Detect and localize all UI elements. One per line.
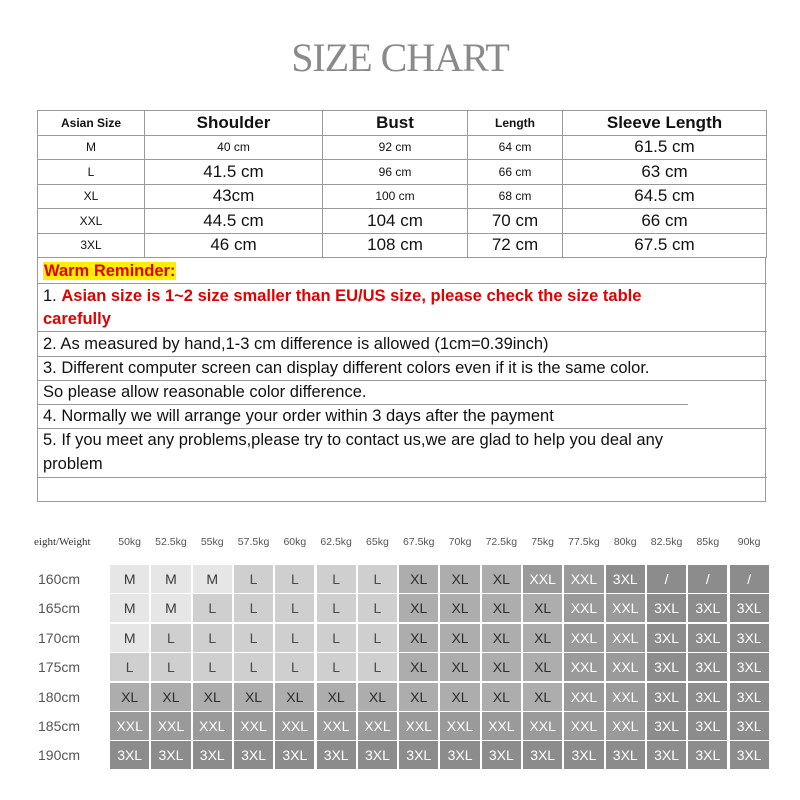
header-shoulder: Shoulder xyxy=(145,111,323,136)
size-grid-cell: / xyxy=(647,565,686,593)
size-grid-cell: L xyxy=(234,565,273,593)
size-grid-cell: XL xyxy=(523,653,562,681)
length-cell: 64 cm xyxy=(468,135,563,160)
size-grid-cell: XXL xyxy=(564,712,603,740)
size-grid-cell: L xyxy=(151,624,190,652)
size-grid-cell: L xyxy=(358,565,397,593)
height-weight-corner-label: eight/Weight xyxy=(34,536,91,548)
size-grid-cell: XXL xyxy=(564,653,603,681)
size-grid-cell: 3XL xyxy=(647,683,686,711)
weight-header: 80kg xyxy=(613,536,637,548)
size-grid-cell: L xyxy=(193,594,232,622)
reminder-item-3-cont: So please allow reasonable color difference. xyxy=(43,383,367,401)
size-grid-cell: L xyxy=(317,565,356,593)
height-label: 175cm xyxy=(38,659,81,676)
size-grid-cell: L xyxy=(275,594,314,622)
weight-header: 67.5kg xyxy=(402,536,435,548)
bust-cell: 100 cm xyxy=(323,184,468,209)
size-grid-cell: 3XL xyxy=(688,624,727,652)
size-table-header xyxy=(38,111,767,136)
size-grid-cell: XXL xyxy=(606,712,645,740)
item1-line1: Asian size is 1~2 size smaller than EU/US size, please check the size table xyxy=(61,287,642,305)
bust-cell: 92 cm xyxy=(323,135,468,160)
reminder-heading-line xyxy=(43,260,176,282)
shoulder-cell: 46 cm xyxy=(145,233,323,258)
size-grid-cell: L xyxy=(317,594,356,622)
size-grid-cell: L xyxy=(193,624,232,652)
size-grid-cell: 3XL xyxy=(730,653,769,681)
weight-header: 57.5kg xyxy=(237,536,270,548)
size-grid-cell: XXL xyxy=(110,712,149,740)
sleeve-cell: 64.5 cm xyxy=(563,184,767,209)
item1-line2: carefully xyxy=(43,310,111,328)
size-grid-cell: L xyxy=(358,624,397,652)
reminder-item-2: 2. As measured by hand,1-3 cm difference is allowed (1cm=0.39inch) xyxy=(43,335,549,353)
size-grid-cell: XXL xyxy=(606,624,645,652)
sleeve-cell: 61.5 cm xyxy=(563,135,767,160)
weight-header: 52.5kg xyxy=(155,536,187,548)
shoulder-cell: 44.5 cm xyxy=(145,209,323,234)
size-grid-cell: XL xyxy=(399,624,438,652)
size-grid-cell: M xyxy=(151,565,190,593)
weight-header: 90kg xyxy=(737,536,761,548)
size-grid-cell: XL xyxy=(523,624,562,652)
size-grid-cell: M xyxy=(110,565,149,593)
size-grid-cell: XL xyxy=(440,624,479,652)
size-grid-cell: 3XL xyxy=(606,741,645,769)
size-cell: XL xyxy=(38,184,145,209)
weight-header: 75kg xyxy=(531,536,555,548)
size-grid-cell: L xyxy=(275,565,314,593)
length-cell: 66 cm xyxy=(468,160,563,185)
size-grid-cell: XXL xyxy=(606,653,645,681)
reminder-item-5-cont: problem xyxy=(43,455,103,473)
size-grid-cell: XXL xyxy=(482,712,521,740)
size-grid-cell: L xyxy=(358,594,397,622)
size-grid-cell: XXL xyxy=(564,683,603,711)
size-grid-cell: 3XL xyxy=(482,741,521,769)
size-grid-cell: 3XL xyxy=(647,624,686,652)
size-grid-cell: L xyxy=(110,653,149,681)
size-grid-cell: XXL xyxy=(151,712,190,740)
size-grid-cell: XXL xyxy=(564,624,603,652)
weight-header: 82.5kg xyxy=(650,536,683,548)
weight-header: 60kg xyxy=(283,536,307,548)
length-cell: 72 cm xyxy=(468,233,563,258)
sleeve-cell: 66 cm xyxy=(563,209,767,234)
size-cell: M xyxy=(38,135,145,160)
reminder-heading: Warm Reminder: xyxy=(44,262,176,280)
size-grid-cell: 3XL xyxy=(730,683,769,711)
size-grid-cell: XXL xyxy=(564,594,603,622)
size-grid-cell: L xyxy=(275,624,314,652)
size-grid-cell: L xyxy=(358,653,397,681)
weight-header: 50kg xyxy=(118,536,142,548)
weight-header: 85kg xyxy=(696,536,720,548)
size-grid-cell: XL xyxy=(399,565,438,593)
size-grid-cell: 3XL xyxy=(110,741,149,769)
size-grid-cell: XXL xyxy=(440,712,479,740)
shoulder-cell: 40 cm xyxy=(145,135,323,160)
size-grid-cell: 3XL xyxy=(193,741,232,769)
size-grid-cell: XXL xyxy=(317,712,356,740)
size-table xyxy=(37,110,767,258)
size-grid-cell: XL xyxy=(110,683,149,711)
size-grid-cell: 3XL xyxy=(730,712,769,740)
size-grid-cell: / xyxy=(730,565,769,593)
size-grid-cell: XL xyxy=(482,624,521,652)
size-grid-cell: 3XL xyxy=(399,741,438,769)
size-grid-cell: XXL xyxy=(564,565,603,593)
size-grid-cell: XL xyxy=(193,683,232,711)
size-grid-cell: XXL xyxy=(606,683,645,711)
size-grid-cell: 3XL xyxy=(234,741,273,769)
size-grid-cell: 3XL xyxy=(275,741,314,769)
size-grid-cell: XL xyxy=(440,653,479,681)
size-grid-cell: XXL xyxy=(358,712,397,740)
size-grid-cell: XL xyxy=(482,653,521,681)
header-bust: Bust xyxy=(323,111,468,136)
size-grid-cell: XXL xyxy=(606,594,645,622)
size-grid-cell: 3XL xyxy=(564,741,603,769)
reminder-item-3: 3. Different computer screen can display different colors even if it is the same color. xyxy=(43,359,650,377)
size-grid-cell: XXL xyxy=(193,712,232,740)
size-grid-cell: XL xyxy=(399,653,438,681)
header-sleeve-length: Sleeve Length xyxy=(563,111,767,136)
item1-prefix: 1. xyxy=(43,287,62,305)
size-grid-cell: 3XL xyxy=(647,594,686,622)
size-grid-cell: L xyxy=(275,653,314,681)
size-grid-cell: 3XL xyxy=(730,741,769,769)
size-grid-cell: XL xyxy=(523,594,562,622)
size-grid-cell: 3XL xyxy=(688,683,727,711)
height-label: 165cm xyxy=(38,600,81,617)
bust-cell: 104 cm xyxy=(323,209,468,234)
header-asian-size: Asian Size xyxy=(38,111,145,136)
weight-header: 72.5kg xyxy=(485,536,518,548)
size-grid-cell: XL xyxy=(275,683,314,711)
size-grid-cell: L xyxy=(317,653,356,681)
size-cell: 3XL xyxy=(38,233,145,258)
size-grid-cell: XL xyxy=(482,683,521,711)
length-cell: 68 cm xyxy=(468,184,563,209)
size-grid-cell: XXL xyxy=(523,712,562,740)
weight-header: 77.5kg xyxy=(568,536,600,548)
height-label: 190cm xyxy=(38,747,81,764)
weight-header: 62.5kg xyxy=(320,536,352,548)
size-grid-cell: M xyxy=(110,594,149,622)
size-grid-cell: L xyxy=(193,653,232,681)
size-grid-cell: 3XL xyxy=(358,741,397,769)
size-grid-cell: 3XL xyxy=(730,624,769,652)
warm-reminder xyxy=(37,258,766,502)
weight-header: 70kg xyxy=(448,536,472,548)
table-row xyxy=(38,209,767,234)
reminder-item-4: 4. Normally we will arrange your order within 3 days after the payment xyxy=(43,407,554,425)
bust-cell: 96 cm xyxy=(323,160,468,185)
size-grid-cell: XXL xyxy=(234,712,273,740)
sleeve-cell: 63 cm xyxy=(563,160,767,185)
size-grid-cell: 3XL xyxy=(523,741,562,769)
size-grid-cell: XL xyxy=(151,683,190,711)
size-grid-cell: / xyxy=(688,565,727,593)
shoulder-cell: 43cm xyxy=(145,184,323,209)
reminder-item-1 xyxy=(43,285,641,307)
weight-header: 55kg xyxy=(200,536,224,548)
size-grid-cell: 3XL xyxy=(688,594,727,622)
size-grid-cell: L xyxy=(234,624,273,652)
size-grid-cell: XL xyxy=(440,594,479,622)
size-grid-cell: L xyxy=(151,653,190,681)
size-grid-cell: 3XL xyxy=(688,741,727,769)
size-grid-cell: 3XL xyxy=(730,594,769,622)
size-grid-cell: XXL xyxy=(275,712,314,740)
size-grid-cell: M xyxy=(193,565,232,593)
divider xyxy=(38,477,767,478)
size-grid-cell: 3XL xyxy=(440,741,479,769)
size-grid-cell: L xyxy=(317,624,356,652)
size-grid-cell: XL xyxy=(399,594,438,622)
table-row xyxy=(38,160,767,185)
size-grid-cell: XL xyxy=(482,565,521,593)
height-label: 180cm xyxy=(38,688,81,705)
size-grid-cell: XL xyxy=(440,565,479,593)
sleeve-cell: 67.5 cm xyxy=(563,233,767,258)
weight-header: 65kg xyxy=(366,536,389,548)
table-row xyxy=(38,184,767,209)
height-label: 170cm xyxy=(38,629,81,646)
size-grid-cell: L xyxy=(234,594,273,622)
height-label: 185cm xyxy=(38,718,81,734)
size-grid-cell: 3XL xyxy=(151,741,190,769)
header-length: Length xyxy=(468,111,563,136)
size-grid-cell: XL xyxy=(317,683,356,711)
size-grid-cell: XXL xyxy=(523,565,562,593)
size-grid-cell: XL xyxy=(523,683,562,711)
length-cell: 70 cm xyxy=(468,209,563,234)
size-grid-cell: 3XL xyxy=(688,712,727,740)
reminder-item-1-cont xyxy=(43,308,111,330)
table-row xyxy=(38,135,767,160)
size-grid-cell: M xyxy=(151,594,190,622)
size-cell: L xyxy=(38,160,145,185)
shoulder-cell: 41.5 cm xyxy=(145,160,323,185)
height-label: 160cm xyxy=(38,571,81,587)
size-grid-cell: M xyxy=(110,624,149,652)
size-grid-cell: XL xyxy=(234,683,273,711)
size-grid-cell: 3XL xyxy=(688,653,727,681)
divider xyxy=(38,283,767,284)
size-grid-cell: XL xyxy=(440,683,479,711)
size-grid-cell: XXL xyxy=(399,712,438,740)
size-grid-cell: XL xyxy=(358,683,397,711)
size-grid-cell: 3XL xyxy=(647,712,686,740)
bust-cell: 108 cm xyxy=(323,233,468,258)
size-cell: XXL xyxy=(38,209,145,234)
divider xyxy=(38,331,767,332)
size-grid-cell: 3XL xyxy=(317,741,356,769)
size-grid-cell: XL xyxy=(399,683,438,711)
size-grid-cell: 3XL xyxy=(606,565,645,593)
table-row xyxy=(38,233,767,258)
size-grid-cell: L xyxy=(234,653,273,681)
size-grid-cell: 3XL xyxy=(647,653,686,681)
size-grid-cell: XL xyxy=(482,594,521,622)
page-title: SIZE CHART xyxy=(291,35,509,80)
size-grid-cell: 3XL xyxy=(647,741,686,769)
reminder-item-5: 5. If you meet any problems,please try to contact us,we are glad to help you deal any xyxy=(43,431,664,449)
